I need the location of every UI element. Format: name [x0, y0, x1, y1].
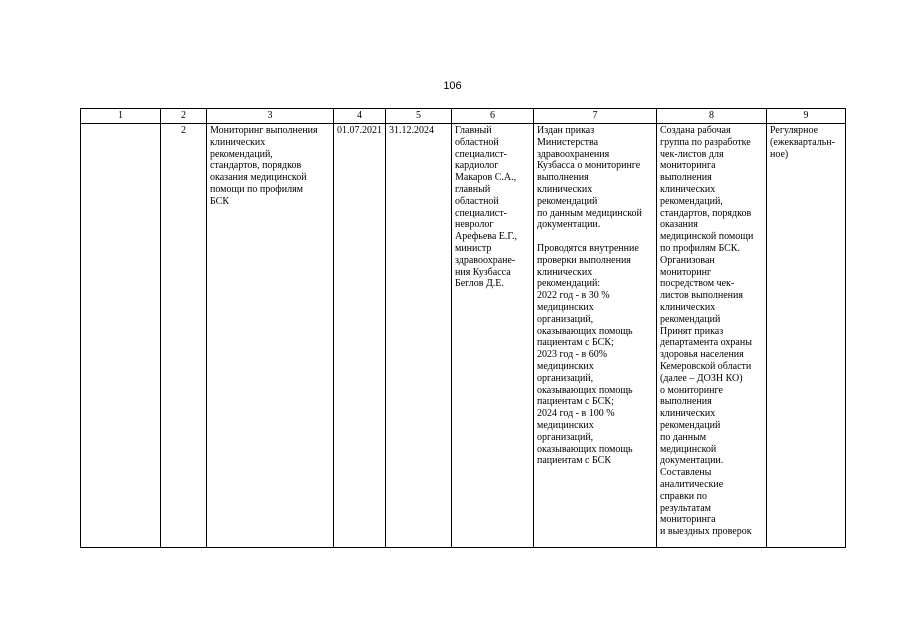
cell-empty [81, 124, 161, 548]
table-header-row [81, 109, 846, 124]
header-cell-6: 6 [452, 109, 534, 124]
plan-table [80, 108, 846, 548]
cell-item-number: 2 [161, 124, 207, 548]
header-cell-4: 4 [334, 109, 386, 124]
cell-activity-name: Мониторинг выполнения клинических рекомендаций, стандартов, порядков оказания медицинской помощи по профилям БСК [207, 124, 334, 548]
header-cell-7: 7 [534, 109, 657, 124]
header-cell-3: 3 [207, 109, 334, 124]
cell-end-date: 31.12.2024 [386, 124, 452, 548]
header-cell-1: 1 [81, 109, 161, 124]
header-cell-8: 8 [657, 109, 767, 124]
cell-responsible: Главный областной специалист- кардиолог Макаров С.А., главный областной специалист- невролог Арефьева Е.Г., министр здравоохране- ния Кузбасса Беглов Д.Е. [452, 124, 534, 548]
header-cell-2: 2 [161, 109, 207, 124]
cell-periodicity: Регулярное (ежеквартальн- ное) [767, 124, 846, 548]
page-number: 106 [443, 80, 462, 92]
cell-expected-result: Издан приказ Министерства здравоохранения Кузбасса о мониторинге выполнения клинических рекомендаций по данным медицинской документации. Проводятся внутренние проверки выполнения клинических рекомендаций: 2022 год - в 30 % медицинских организаций, оказывающих помощь пациентам с БСК; 2023 год - в 60% медицинских организаций, оказывающих помощь пациентам с БСК; 2024 год - в 100 % медицинских организаций, оказывающих помощь пациентам с БСК [534, 124, 657, 548]
cell-actual-result: Создана рабочая группа по разработке чек-листов для мониторинга выполнения клинических рекомендаций, стандартов, порядков оказания медицинской помощи по профилям БСК. Организован мониторинг посредством чек- листов выполнения клинических рекомендаций Принят приказ департамента охраны здоровья населения Кемеровской области (далее – ДОЗН КО) о мониторинге выполнения клинических рекомендаций по данным медицинской документации. Составлены аналитические справки по результатам мониторинга и выездных проверок [657, 124, 767, 548]
header-cell-5: 5 [386, 109, 452, 124]
cell-start-date: 01.07.2021 [334, 124, 386, 548]
table-row [81, 124, 846, 548]
header-cell-9: 9 [767, 109, 846, 124]
